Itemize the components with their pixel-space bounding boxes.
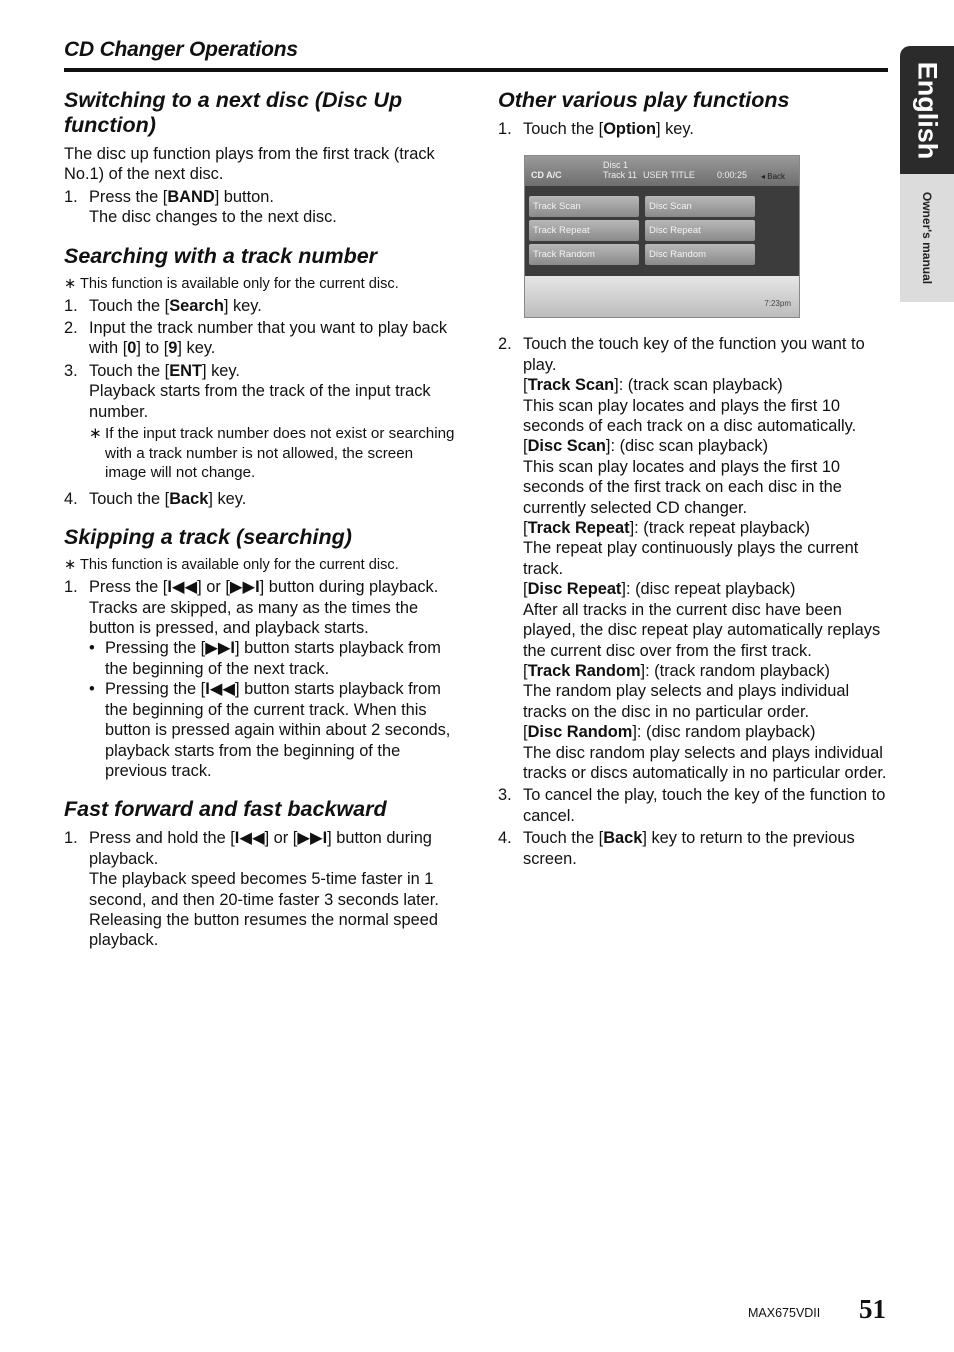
function-desc: : (track random playback) [645, 661, 830, 680]
step-text: The disc changes to the next disc. [89, 208, 337, 227]
screen-back-button: ◂ Back [761, 172, 786, 182]
screen-disc-info [603, 160, 637, 180]
function-text: This scan play locates and plays the first 10 seconds of the first track on each disc in the currently selected CD changer. [523, 457, 842, 517]
screen-track-number: Track 11 [603, 170, 638, 181]
next-track-icon: ▶▶I [297, 829, 328, 848]
left-column [64, 88, 456, 951]
function-desc: : (track repeat playback) [634, 519, 810, 538]
other-step-4 [498, 828, 890, 869]
function-desc: : (disc repeat playback) [625, 580, 796, 599]
track-number-heading: Searching with a track number [64, 243, 378, 268]
screen-disc-scan-key: Disc Scan [645, 196, 755, 217]
disc-random-label: Disc Random [527, 723, 633, 742]
function-text: The repeat play continuously plays the current track. [523, 539, 859, 578]
step-number: 2. [498, 335, 512, 354]
language-label: English [912, 61, 943, 159]
other-step-2: 2. Touch the touch key of the function you want to play. [Track Scan]: (track scan playback) This scan play locates and plays the first 10 seconds of each track on a disc automatically. [Disc Scan]: (disc scan playback) This scan play locates and plays the first 10 seconds of the first track on each disc in the currently selected CD changer. [Track Repeat]: (track repeat playback) The repeat play continuously plays the current track. [Disc Repeat]: (disc repeat playback) After all tracks in the current disc have been played, the disc repeat play automatically replays the current disc over from the first track. [Track Random]: (track random playback) The random play selects and plays individual tracks on the disc in no particular order. [Disc Random]: (disc random playback) The disc random play selects and plays individual tracks or discs automatically in no particular order. [498, 335, 887, 782]
screen-status-bar [525, 156, 799, 186]
nine-key-label: 9 [168, 339, 178, 358]
track-number-subnote [89, 424, 456, 483]
back-key-label: Back [169, 489, 209, 508]
zero-key-label: 0 [127, 339, 137, 358]
function-text: The disc random play selects and plays individual tracks or discs automatically in no particular order. [523, 743, 887, 782]
step-text: ] button during playback. [259, 578, 439, 597]
screen-bottom-bar [525, 276, 799, 317]
disc-up-intro: The disc up function plays from the first track (track No.1) of the next disc. [64, 145, 435, 184]
function-text: After all tracks in the current disc have been played, the disc repeat play automatically replays the current disc over from the first track. [523, 600, 881, 660]
step-number: 3. [64, 361, 78, 380]
function-text: The random play selects and plays individual tracks on the disc in no particular order. [523, 682, 850, 721]
function-desc: : (track scan playback) [618, 376, 783, 395]
skipping-heading: Skipping a track (searching) [64, 525, 352, 550]
option-screen-image [524, 155, 800, 318]
screen-track-scan-key: Track Scan [529, 196, 639, 217]
note-mark: ∗ [89, 425, 102, 443]
manual-label: Owner's manual [920, 191, 934, 285]
step-text: ] key. [656, 120, 694, 138]
previous-track-icon: I◀◀ [234, 829, 265, 848]
bullet-mark: • [89, 639, 95, 658]
track-number-note [64, 275, 456, 294]
screen-track-repeat-key: Track Repeat [529, 220, 639, 241]
track-random-label: Track Random [527, 661, 641, 680]
step-text: ] key. [201, 361, 240, 380]
manual-tab [900, 174, 954, 302]
step-number: 1. [64, 578, 78, 597]
header-rule [64, 68, 888, 72]
skipping-bullet-next [89, 638, 456, 679]
step-text: Playback starts from the track of the input track number. [89, 382, 431, 421]
option-key-label: Option [603, 120, 656, 138]
skipping-step-1 [64, 577, 456, 781]
step-number: 4. [64, 489, 78, 508]
step-text: ] key to return to the previous screen. [523, 829, 855, 868]
ent-key-label: ENT [169, 361, 202, 380]
right-column [498, 88, 890, 869]
step-text: Press the [ [89, 187, 168, 206]
step-text: Touch the [ [89, 296, 170, 315]
model-number: MAX675VDII [748, 1306, 821, 1320]
step-text: Touch the [ [523, 829, 604, 848]
note-text: This function is available only for the current disc. [80, 557, 399, 574]
step-text: Tracks are skipped, as many as the times the button is pressed, and playback starts. [89, 598, 419, 638]
track-repeat-label: Track Repeat [527, 519, 630, 538]
track-scan-label: Track Scan [527, 376, 615, 395]
screen-user-title: USER TITLE [643, 170, 695, 181]
screen-key-panel [525, 186, 799, 276]
note-text: If the input track number does not exist or searching with a track number is not allowed, the screen image will not change. [105, 425, 455, 482]
function-desc: : (disc random playback) [636, 723, 816, 742]
screen-time: 0:00:25 [717, 170, 748, 181]
screen-clock: 7:23pm [764, 299, 791, 308]
function-text: This scan play locates and plays the first 10 seconds of each track on a disc automatically. [523, 396, 857, 436]
step-text: ] or [ [197, 578, 230, 597]
function-desc: : (disc scan playback) [610, 437, 769, 456]
skipping-bullet-previous [89, 679, 456, 781]
track-number-step-1 [64, 296, 456, 316]
note-text: This function is available only for the current disc. [80, 275, 399, 292]
disc-scan-label: Disc Scan [527, 437, 606, 456]
step-text: ] key. [208, 489, 247, 508]
screen-source-label: CD A/C [531, 170, 562, 181]
back-key-label: Back [603, 829, 643, 848]
other-functions-heading: Other various play functions [498, 88, 790, 112]
step-number: 2. [64, 319, 78, 338]
previous-track-icon: I◀◀ [167, 578, 198, 597]
disc-up-step-1 [64, 187, 456, 228]
fast-step-1 [64, 828, 456, 950]
search-key-label: Search [169, 296, 224, 315]
page-number: 51 [859, 1294, 886, 1324]
step-number: 1. [64, 829, 78, 848]
step-text: To cancel the play, touch the key of the function to cancel. [523, 786, 886, 825]
other-step-1 [498, 119, 890, 139]
step-text: Press and hold the [ [89, 829, 235, 848]
step-text: ] to [ [136, 339, 169, 358]
screen-disc-repeat-key: Disc Repeat [645, 220, 755, 241]
screen-disc-random-key: Disc Random [645, 244, 755, 265]
track-number-step-3 [64, 361, 456, 483]
skipping-note [64, 556, 456, 575]
step-text: ] or [ [264, 829, 298, 848]
section-header: CD Changer Operations [64, 38, 298, 61]
screen-disc-number: Disc 1 [603, 160, 629, 171]
step-text: ] button during playback. [89, 829, 432, 868]
step-text: ] key. [177, 339, 216, 358]
step-number: 1. [64, 187, 78, 206]
screen-track-random-key: Track Random [529, 244, 639, 265]
step-text: The playback speed becomes 5-time faster in 1 second, and then 20-time faster 3 seconds later. [89, 870, 439, 909]
next-track-icon: ▶▶I [205, 639, 235, 658]
track-number-step-4 [64, 489, 456, 509]
step-text: Input the track number that you want to play back with [ [89, 319, 448, 358]
step-text: ] key. [223, 296, 262, 315]
bullet-mark: • [89, 680, 95, 699]
step-text: Touch the [ [523, 120, 604, 138]
note-mark: ∗ [64, 557, 77, 574]
track-number-step-2 [64, 318, 456, 359]
step-text: Touch the touch key of the function you want to play. [523, 335, 865, 374]
disc-repeat-label: Disc Repeat [527, 580, 622, 599]
previous-track-icon: I◀◀ [205, 680, 235, 699]
step-text: Releasing the button resumes the normal speed playback. [89, 910, 438, 950]
bullet-text: ] button starts playback from the beginning of the current track. When this button is pressed again within about 2 seconds, playback starts from the beginning of the previous track. [105, 680, 451, 780]
other-step-3 [498, 785, 890, 826]
band-key-label: BAND [167, 187, 215, 206]
step-text: Touch the [ [89, 489, 170, 508]
step-text: Press the [ [89, 578, 168, 597]
step-text: Touch the [ [89, 361, 170, 380]
disc-up-heading: Switching to a next disc (Disc Up function) [64, 88, 403, 137]
next-track-icon: ▶▶I [229, 578, 260, 597]
note-mark: ∗ [64, 275, 77, 292]
step-number: 4. [498, 829, 512, 848]
language-tab [900, 46, 954, 174]
fast-heading: Fast forward and fast backward [64, 797, 387, 822]
step-number: 1. [64, 296, 78, 315]
side-tab [900, 46, 954, 302]
step-text: ] button. [214, 187, 274, 206]
bullet-text: Pressing the [ [105, 639, 206, 658]
step-number: 3. [498, 786, 512, 805]
bullet-text: Pressing the [ [105, 680, 206, 699]
bullet-text: ] button starts playback from the beginning of the next track. [105, 639, 441, 678]
step-number: 1. [498, 120, 512, 138]
